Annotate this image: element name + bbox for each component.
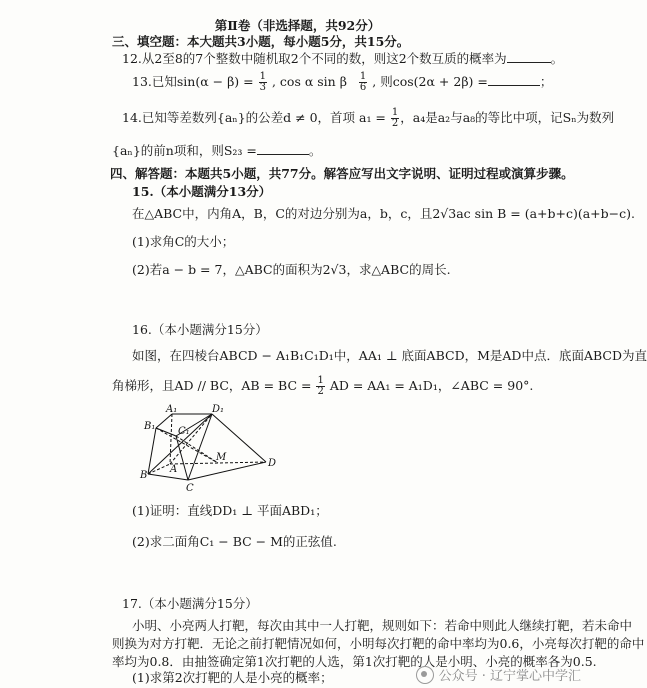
watermark-text: 公众号 · 辽宁掌心中学汇 — [438, 669, 581, 684]
question-15-label: 15.（本小题满分13分） — [132, 184, 272, 199]
fraction-one-half-16: $\frac{1}{2}$ — [317, 375, 324, 397]
watermark — [416, 665, 581, 684]
question-15-stem: 在△ABC中，内角A，B，C的对边分别为a，b，c，且2√3ac sin B = (a+b+c)(a+b−c). — [132, 206, 635, 221]
question-14-end: 。 — [308, 143, 322, 158]
question-14-part-a: 14.已知等差数列{aₙ}的公差d ≠ 0，首项 a₁ = — [122, 110, 386, 125]
question-13-part-a: 13.已知sin(α − β) = — [132, 74, 254, 89]
fraction-one-sixth: $\frac{1}{6}$ — [359, 71, 367, 93]
label-m: M — [216, 452, 227, 463]
question-14-part-c: {aₙ}的前n项和，则S₂₃ = — [112, 143, 257, 158]
question-16-stem-2 — [112, 376, 533, 397]
label-b1: B₁ — [144, 421, 156, 432]
question-17-part-1: (1)求第2次打靶的人是小亮的概率； — [132, 670, 333, 685]
fill-in-heading: 三、填空题：本大题共3小题，每小题5分，共15分。 — [112, 34, 410, 49]
answer-blank-14 — [257, 143, 309, 155]
question-17-line-3: 率均为0.8．由抽签确定第1次打靶的人选，第1次打靶的人是小明、小亮的概率各为0.5. — [112, 654, 597, 669]
fraction-one-half: $\frac{1}{2}$ — [391, 107, 399, 129]
question-13-end: ； — [539, 74, 553, 89]
question-17-label: 17.（本小题满分15分） — [122, 596, 258, 611]
label-b: B — [140, 470, 148, 481]
question-16-stem-2-a: 角梯形，且AD // BC，AB = BC = — [112, 378, 312, 393]
question-13-part-b: , cos α sin β — [271, 74, 347, 89]
frustum-figure — [140, 402, 280, 494]
question-17-line-2: 则换为对方打靶．无论之前打靶情况如何，小明每次打靶的命中率均为0.6，小亮每次打靶的命中 — [112, 636, 645, 651]
label-a: A — [170, 464, 178, 475]
label-c: C — [186, 483, 194, 494]
question-13 — [132, 72, 552, 93]
question-14 — [122, 108, 614, 129]
label-d1: D₁ — [212, 404, 225, 415]
question-16-stem-1: 如图，在四棱台ABCD − A₁B₁C₁D₁中，AA₁ ⊥ 底面ABCD，M是AD中点．底面ABCD为直 — [132, 348, 647, 363]
question-14-part-b: ，a₄是a₂与a₈的等比中项，记Sₙ为数列 — [400, 110, 615, 125]
question-17-line-1: 小明、小亮两人打靶，每次由其中一人打靶，规则如下：若命中则此人继续打靶，若未命中 — [132, 618, 633, 633]
question-16-part-2: (2)求二面角C₁ − BC − M的正弦值. — [132, 534, 337, 549]
fraction-one-third: $\frac{1}{3}$ — [259, 71, 266, 93]
question-15-part-1: (1)求角C的大小； — [132, 234, 235, 249]
solution-heading: 四、解答题：本题共5小题，共77分。解答应写出文字说明、证明过程或演算步骤。 — [110, 166, 574, 181]
label-c1: C₁ — [178, 426, 190, 437]
wechat-account-icon — [416, 666, 434, 684]
answer-blank-13 — [488, 74, 540, 86]
question-14-continued — [112, 143, 321, 159]
answer-blank-12 — [507, 51, 551, 63]
label-a1: A₁ — [166, 404, 178, 415]
question-16-label: 16.（本小题满分15分） — [132, 322, 268, 337]
question-12-text: 12.从2至8的7个整数中随机取2个不同的数，则这2个数互质的概率为 — [122, 51, 507, 66]
question-12 — [122, 51, 563, 67]
question-16-part-1: (1)证明：直线DD₁ ⊥ 平面ABD₁； — [132, 503, 328, 518]
part-title: 第Ⅱ卷（非选择题，共92分） — [214, 18, 381, 33]
question-13-part-c: , 则cos(2α + 2β) = — [372, 74, 488, 89]
question-12-end: 。 — [550, 51, 564, 66]
label-d: D — [268, 458, 277, 469]
question-16-stem-2-b: AD = AA₁ = A₁D₁，∠ABC = 90°. — [329, 378, 534, 393]
question-15-part-2: (2)若a − b = 7，△ABC的面积为2√3，求△ABC的周长. — [132, 262, 451, 277]
